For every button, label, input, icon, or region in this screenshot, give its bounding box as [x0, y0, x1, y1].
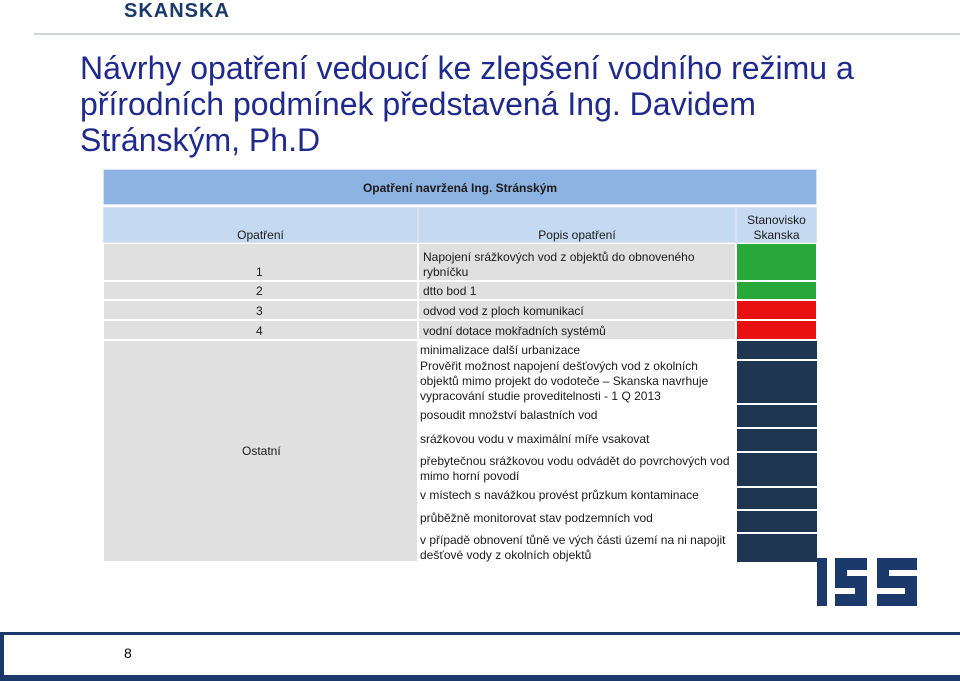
table-caption: Opatření navržená Ing. Stránským — [103, 169, 817, 205]
other-label-cell — [103, 340, 418, 562]
title-line-2: přírodních podmínek představená Ing. Davidem — [80, 86, 756, 122]
row-1-num — [103, 243, 418, 281]
row-3-num-text: 3 — [256, 304, 263, 318]
row-2-desc: dtto bod 1 — [418, 281, 736, 300]
other-status-6 — [737, 488, 817, 509]
other-item-6: v místech s navážkou provést průzkum kontaminace — [420, 488, 699, 502]
page-title — [80, 50, 900, 158]
other-item-7: průběžně monitorovat stav podzemních vod — [420, 511, 653, 525]
row-3-num — [103, 300, 418, 320]
other-item-3: posoudit množství balastních vod — [420, 408, 598, 422]
other-status-8 — [737, 534, 817, 562]
row-1-num-text: 1 — [256, 265, 263, 279]
other-item-5: přebytečnou srážkovou vodu odvádět do povrchových vod mimo horní povodí — [420, 454, 730, 483]
row-2-num — [103, 281, 418, 300]
page-number: 8 — [124, 645, 132, 661]
other-item-4: srážkovou vodu v maximální míře vsakovat — [420, 432, 650, 446]
skanska-logo: SKANSKA — [124, 0, 230, 22]
footer-bar — [0, 632, 960, 681]
row-4-desc: vodní dotace mokřadních systémů — [418, 320, 736, 340]
other-status-5 — [737, 453, 817, 486]
other-status-4 — [737, 429, 817, 451]
header-stanovisko: Stanovisko Skanska — [736, 207, 817, 243]
header-opatreni: Opatření — [103, 207, 418, 243]
row-3-desc: odvod vod z ploch komunikací — [418, 300, 736, 320]
other-status-2 — [737, 361, 817, 403]
row-1-status — [736, 243, 817, 281]
row-2-status — [736, 281, 817, 300]
other-status-3 — [737, 405, 817, 427]
row-4-status — [736, 320, 817, 340]
row-4-num-text: 4 — [256, 324, 263, 338]
other-item-2: Prověřit možnost napojení dešťových vod z okolních objektů mimo projekt do vodoteče – Skanska navrhuje vypracování studie proveditelnosti - 1 Q 2013 — [420, 359, 709, 403]
other-item-1: minimalizace další urbanizace — [420, 343, 581, 357]
title-line-3: Stránským, Ph.D — [80, 122, 321, 158]
other-label: Ostatní — [242, 444, 281, 458]
footer-inner — [4, 635, 960, 675]
irs-logo — [815, 556, 920, 608]
other-item-8: v případě obnovení tůně ve vých části území na ni napojit dešťové vody z okolních objektů — [420, 533, 726, 562]
header-divider — [34, 33, 960, 35]
other-status-1 — [737, 341, 817, 359]
row-4-num — [103, 320, 418, 340]
row-2-num-text: 2 — [256, 284, 263, 298]
header-popis: Popis opatření — [418, 207, 736, 243]
row-1-desc: Napojení srážkových vod z objektů do obnoveného rybníčku — [418, 243, 736, 281]
row-3-status — [736, 300, 817, 320]
title-line-1: Návrhy opatření vedoucí ke zlepšení vodního režimu a — [80, 50, 854, 86]
other-status-7 — [737, 511, 817, 532]
